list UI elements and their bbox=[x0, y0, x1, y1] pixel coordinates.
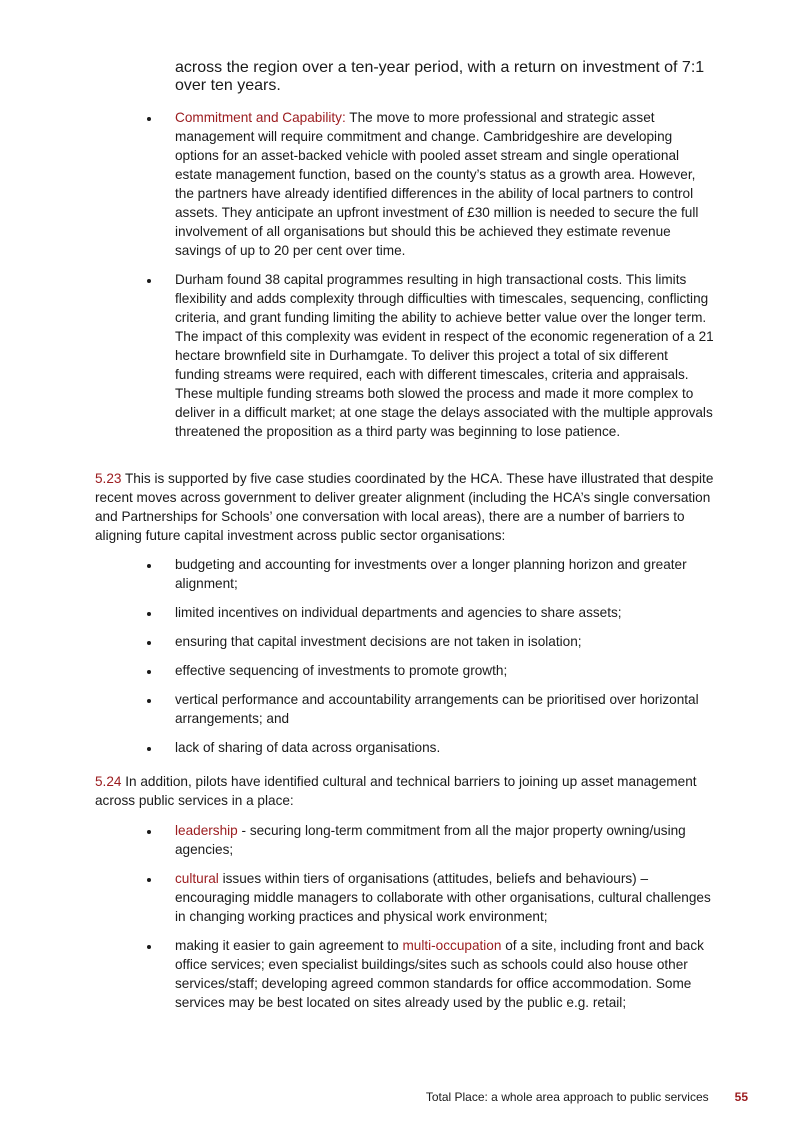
list-item: vertical performance and accountability arrangements can be prioritised over horizontal arrangements; and bbox=[175, 690, 715, 728]
item-text: issues within tiers of organisations (attitudes, beliefs and behaviours) – encouraging middle managers to collaborate with other organisations, cultural challenges in changing working practices and physical work environment; bbox=[175, 871, 711, 924]
footer-title: Total Place: a whole area approach to public services bbox=[425, 1090, 709, 1104]
item-text: of a site, including front and back office services; even specialist buildings/sites such as schools could also house other services/staff; developing agreed common standards for office accommodation. Some services may be best located on sites already used by the public e.g. retail; bbox=[175, 938, 704, 1010]
place-name: Durham bbox=[175, 272, 224, 287]
list-item: ensuring that capital investment decisions are not taken in isolation; bbox=[175, 632, 715, 651]
continuation-text: across the region over a ten-year period, with a return on investment of 7:1 over ten years. bbox=[175, 59, 705, 94]
case-study-list bbox=[175, 108, 715, 451]
list-item bbox=[175, 936, 715, 1012]
paragraph-text: In addition, pilots have identified cultural and technical barriers to joining up asset management across public services in a place: bbox=[95, 774, 697, 808]
list-item: lack of sharing of data across organisations. bbox=[175, 738, 715, 757]
cultural-barriers-list bbox=[175, 821, 715, 1022]
item-text: making it easier to gain agreement to bbox=[175, 938, 403, 953]
paragraph-number: 5.23 bbox=[95, 471, 122, 486]
item-text: - securing long-term commitment from all the major property owning/using agencies; bbox=[175, 823, 686, 857]
list-item: limited incentives on individual departments and agencies to share assets; bbox=[175, 603, 715, 622]
paragraph-number: 5.24 bbox=[95, 774, 122, 789]
item-text: are developing options for an asset-backed vehicle with pooled asset stream and single operational estate management function, based on the county’s status as a growth area. However, the partners have already identified differences in the ability of local partners to control assets. They anticipate an upfront investment of £30 million is needed to secure the full involvement of all organisations but should this be achieved they estimate revenue savings of up to 20 per cent over time. bbox=[175, 129, 699, 258]
list-item bbox=[175, 108, 715, 260]
item-lead: leadership bbox=[175, 823, 238, 838]
page-footer bbox=[426, 1090, 748, 1104]
barriers-list bbox=[175, 555, 715, 767]
place-name: Cambridgeshire bbox=[483, 129, 580, 144]
list-item bbox=[175, 821, 715, 859]
paragraph-5-24 bbox=[95, 772, 715, 810]
item-lead: Commitment and Capability: bbox=[175, 110, 346, 125]
list-item: budgeting and accounting for investments over a longer planning horizon and greater alignment; bbox=[175, 555, 715, 593]
item-text: found 38 capital programmes resulting in high transactional costs. This limits flexibility and adds complexity through difficulties with timescales, sequencing, conflicting criteria, and grant funding limiting the ability to achieve better value over the longer term. The impact of this complexity was evident in respect of the economic regeneration of a 21 hectare brownfield site in Durhamgate. To deliver this project a total of six different funding streams were required, each with different timescales, criteria and appraisals. These multiple funding streams both slowed the process and made it more complex to deliver in a difficult market; at one stage the delays associated with the multiple approvals threatened the proposition as a third party was beginning to lose patience. bbox=[175, 272, 714, 439]
item-lead: multi-occupation bbox=[402, 938, 502, 953]
list-item: effective sequencing of investments to promote growth; bbox=[175, 661, 715, 680]
list-item bbox=[175, 869, 715, 926]
item-text: The move to more professional and strategic asset management will require commitment and change. bbox=[175, 110, 655, 144]
page-number: 55 bbox=[734, 1090, 748, 1104]
paragraph-5-23 bbox=[95, 469, 715, 545]
paragraph-text: This is supported by five case studies coordinated by the HCA. These have illustrated that despite recent moves across government to deliver greater alignment (including the HCA’s single conversation and Partnerships for Schools’ one conversation with local areas), there are a number of barriers to aligning future capital investment across public sector organisations: bbox=[95, 471, 714, 543]
item-lead: cultural bbox=[175, 871, 219, 886]
list-item bbox=[175, 270, 715, 441]
